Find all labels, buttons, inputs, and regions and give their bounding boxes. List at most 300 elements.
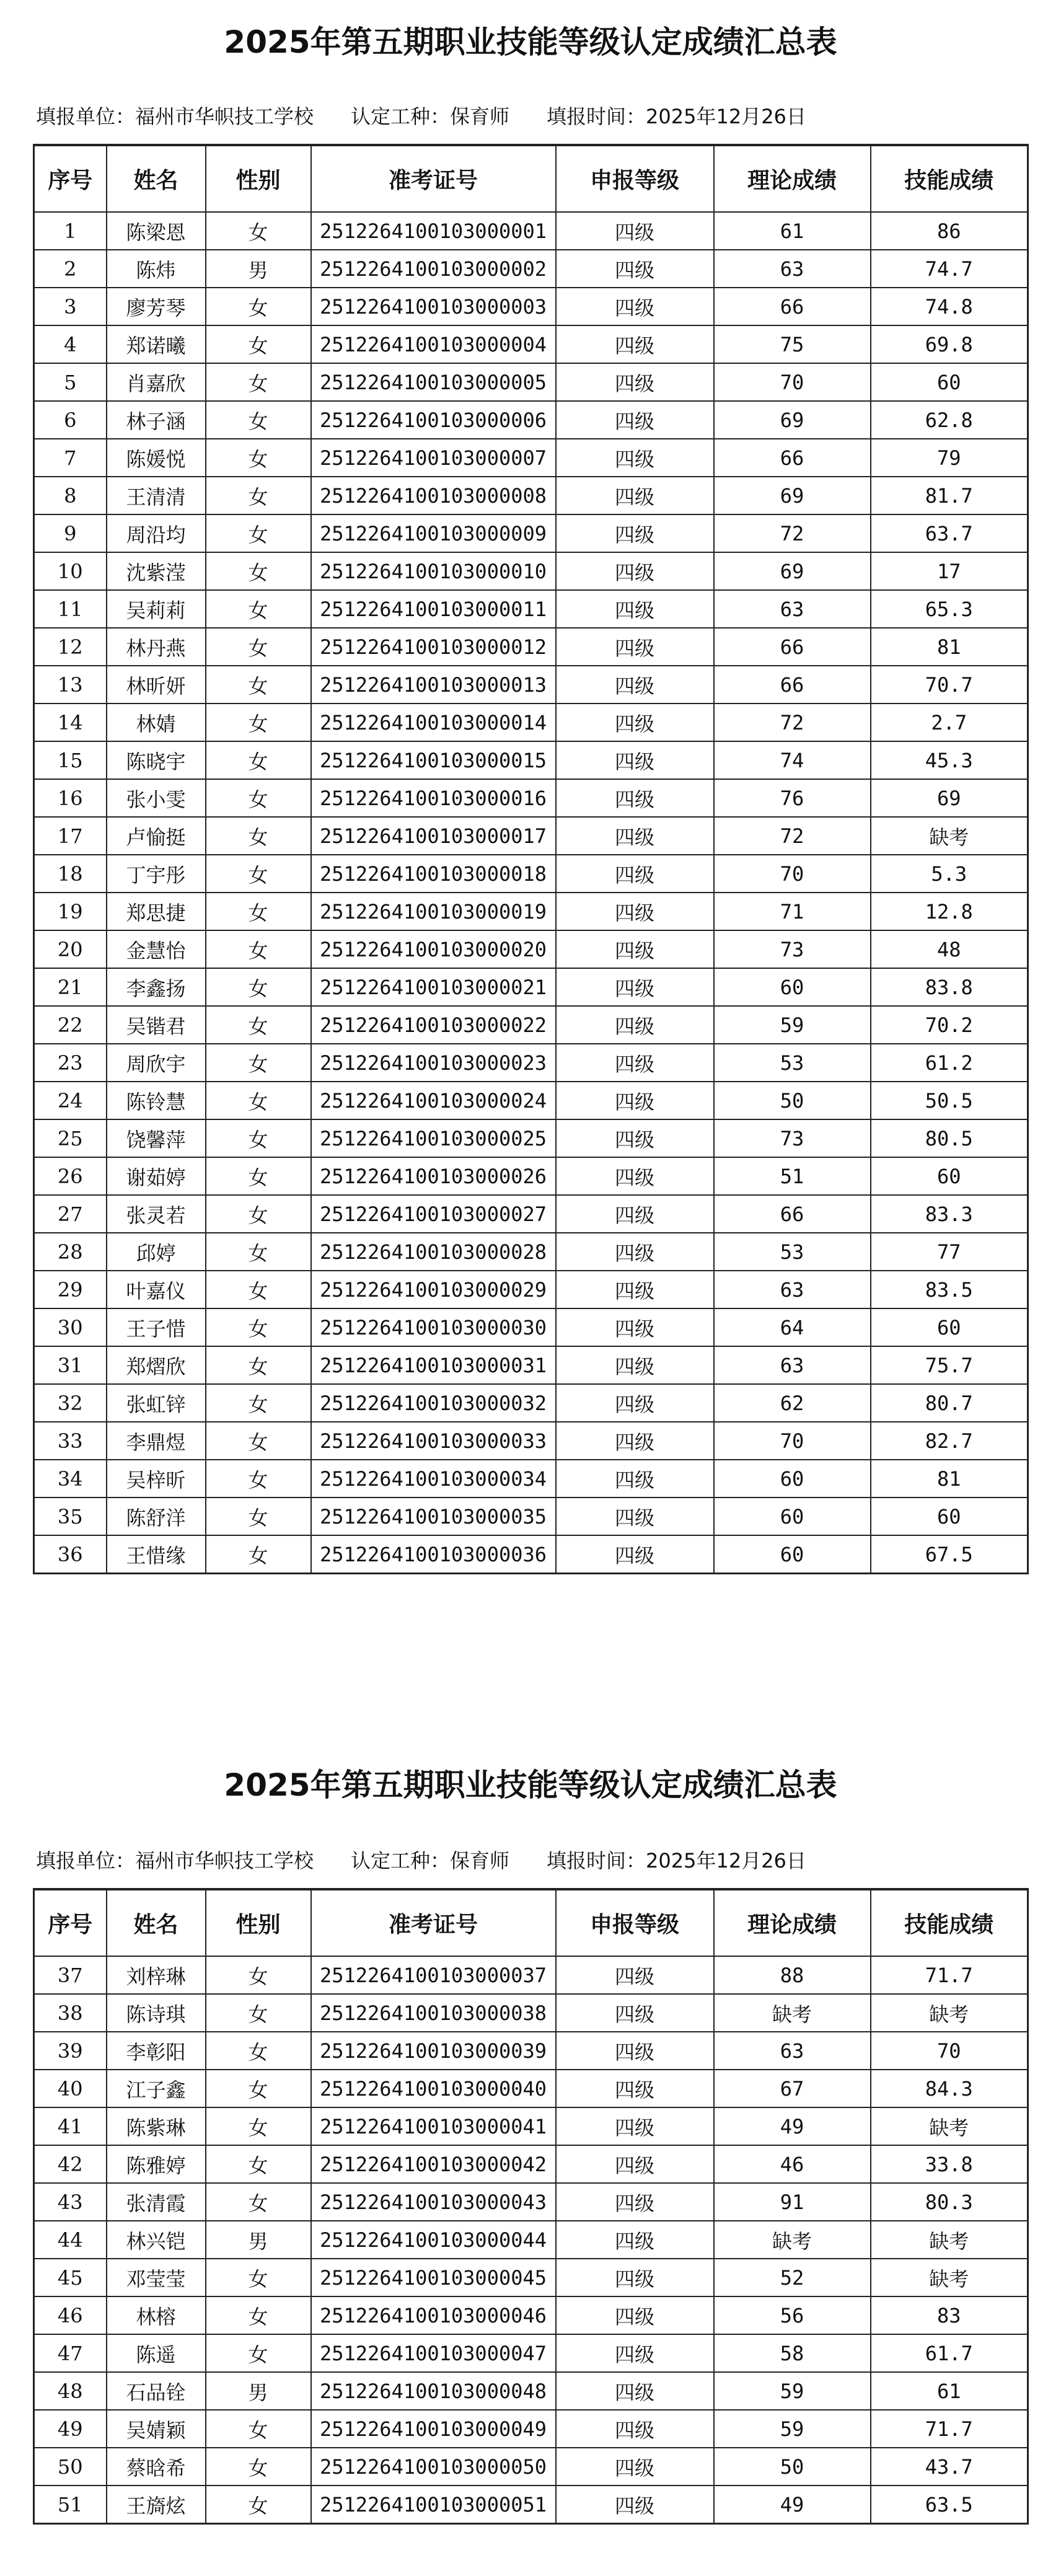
name-cell: 廖芳琴 [107,288,206,325]
seq-cell: 48 [34,2372,107,2410]
table-row [34,514,1028,552]
exam-id-cell: 2512264100103000022 [311,1006,556,1044]
gender-cell: 女 [206,2107,311,2145]
gender-cell: 女 [206,930,311,968]
seq-cell: 46 [34,2296,107,2334]
gender-cell: 女 [206,1233,311,1271]
seq-cell: 45 [34,2259,107,2296]
theory-score-cell: 69 [714,552,871,590]
gender-cell: 女 [206,817,311,855]
theory-score-cell: 60 [714,1498,871,1535]
theory-score-cell: 73 [714,930,871,968]
table-row [34,1233,1028,1271]
theory-score-cell: 60 [714,1535,871,1574]
name-cell: 饶馨萍 [107,1119,206,1157]
seq-cell: 21 [34,968,107,1006]
exam-id-cell: 2512264100103000004 [311,325,556,363]
exam-id-cell: 2512264100103000033 [311,1422,556,1460]
seq-cell: 29 [34,1271,107,1308]
level-cell: 四级 [556,1994,714,2032]
exam-id-cell: 2512264100103000016 [311,779,556,817]
skill-score-cell: 33.8 [871,2145,1028,2183]
gender-cell: 女 [206,1384,311,1422]
table-row [34,1271,1028,1308]
header-level: 申报等级 [556,1889,714,1956]
gender-cell: 女 [206,855,311,893]
table-row [34,2486,1028,2524]
theory-score-cell: 49 [714,2107,871,2145]
gender-cell: 女 [206,2145,311,2183]
name-cell: 陈诗琪 [107,1994,206,2032]
exam-id-cell: 2512264100103000012 [311,628,556,666]
table-row [34,288,1028,325]
table-row [34,212,1028,250]
skill-score-cell: 61 [871,2372,1028,2410]
sheet-title: 2025年第五期职业技能等级认定成绩汇总表 [224,1767,837,1803]
skill-score-cell: 60 [871,1498,1028,1535]
level-cell: 四级 [556,1006,714,1044]
exam-id-cell: 2512264100103000034 [311,1460,556,1498]
exam-id-cell: 2512264100103000026 [311,1157,556,1195]
theory-score-cell: 63 [714,250,871,288]
exam-id-cell: 2512264100103000029 [311,1271,556,1308]
gender-cell: 女 [206,968,311,1006]
seq-cell: 14 [34,704,107,741]
skill-score-cell: 缺考 [871,817,1028,855]
table-row [34,968,1028,1006]
table-row [34,1308,1028,1346]
skill-score-cell: 缺考 [871,2107,1028,2145]
gender-cell: 女 [206,514,311,552]
exam-id-cell: 2512264100103000018 [311,855,556,893]
gender-cell: 女 [206,741,311,779]
level-cell: 四级 [556,439,714,477]
sheet-meta [36,104,843,129]
seq-cell: 3 [34,288,107,325]
exam-id-cell: 2512264100103000027 [311,1195,556,1233]
name-cell: 李彰阳 [107,2032,206,2070]
skill-score-cell: 61.2 [871,1044,1028,1082]
exam-id-cell: 2512264100103000015 [311,741,556,779]
exam-id-cell: 2512264100103000024 [311,1082,556,1119]
gender-cell: 女 [206,1498,311,1535]
skill-score-cell: 缺考 [871,1994,1028,2032]
name-cell: 张虹锌 [107,1384,206,1422]
theory-score-cell: 61 [714,212,871,250]
level-cell: 四级 [556,930,714,968]
skill-score-cell: 81.7 [871,477,1028,514]
name-cell: 陈晓宇 [107,741,206,779]
seq-cell: 5 [34,363,107,401]
seq-cell: 24 [34,1082,107,1119]
gender-cell: 女 [206,666,311,704]
skill-score-cell: 60 [871,363,1028,401]
exam-id-cell: 2512264100103000028 [311,1233,556,1271]
level-cell: 四级 [556,1535,714,1574]
seq-cell: 34 [34,1460,107,1498]
level-cell: 四级 [556,514,714,552]
skill-score-cell: 12.8 [871,893,1028,930]
skill-score-cell: 50.5 [871,1082,1028,1119]
theory-score-cell: 67 [714,2070,871,2107]
seq-cell: 12 [34,628,107,666]
gender-cell: 女 [206,2259,311,2296]
skill-score-cell: 83.5 [871,1271,1028,1308]
name-cell: 蔡晗希 [107,2448,206,2486]
skill-score-cell: 60 [871,1157,1028,1195]
theory-score-cell: 缺考 [714,1994,871,2032]
level-cell: 四级 [556,325,714,363]
theory-score-cell: 53 [714,1233,871,1271]
table-row [34,1460,1028,1498]
name-cell: 谢茹婷 [107,1157,206,1195]
seq-cell: 19 [34,893,107,930]
theory-score-cell: 60 [714,968,871,1006]
level-cell: 四级 [556,552,714,590]
level-cell: 四级 [556,1346,714,1384]
header-theory-score: 理论成绩 [714,1889,871,1956]
name-cell: 陈雅婷 [107,2145,206,2183]
skill-score-cell: 69.8 [871,325,1028,363]
gender-cell: 女 [206,1346,311,1384]
level-cell: 四级 [556,968,714,1006]
name-cell: 林兴铠 [107,2221,206,2259]
name-cell: 陈铃慧 [107,1082,206,1119]
exam-id-cell: 2512264100103000035 [311,1498,556,1535]
name-cell: 卢愉挺 [107,817,206,855]
seq-cell: 25 [34,1119,107,1157]
level-cell: 四级 [556,1044,714,1082]
level-cell: 四级 [556,1233,714,1271]
header-seq: 序号 [34,1889,107,1956]
seq-cell: 51 [34,2486,107,2524]
level-cell: 四级 [556,893,714,930]
gender-cell: 男 [206,2221,311,2259]
skill-score-cell: 74.8 [871,288,1028,325]
header-name: 姓名 [107,145,206,212]
gender-cell: 女 [206,2448,311,2486]
exam-id-cell: 2512264100103000050 [311,2448,556,2486]
gender-cell: 女 [206,1956,311,1994]
theory-score-cell: 69 [714,401,871,439]
name-cell: 张清霞 [107,2183,206,2221]
theory-score-cell: 71 [714,893,871,930]
date-label: 填报时间：2025年12月26日 [547,1849,806,1872]
theory-score-cell: 60 [714,1460,871,1498]
seq-cell: 15 [34,741,107,779]
exam-id-cell: 2512264100103000017 [311,817,556,855]
seq-cell: 49 [34,2410,107,2448]
gender-cell: 女 [206,212,311,250]
name-cell: 金慧怡 [107,930,206,968]
name-cell: 陈舒洋 [107,1498,206,1535]
exam-id-cell: 2512264100103000010 [311,552,556,590]
level-cell: 四级 [556,741,714,779]
name-cell: 吴梓昕 [107,1460,206,1498]
table-row [34,2448,1028,2486]
theory-score-cell: 70 [714,363,871,401]
name-cell: 吴婧颖 [107,2410,206,2448]
level-cell: 四级 [556,2107,714,2145]
seq-cell: 31 [34,1346,107,1384]
seq-cell: 4 [34,325,107,363]
exam-id-cell: 2512264100103000008 [311,477,556,514]
theory-score-cell: 66 [714,628,871,666]
gender-cell: 女 [206,1195,311,1233]
theory-score-cell: 58 [714,2334,871,2372]
gender-cell: 女 [206,1422,311,1460]
table-row [34,2032,1028,2070]
theory-score-cell: 64 [714,1308,871,1346]
table-row [34,2259,1028,2296]
table-row [34,628,1028,666]
seq-cell: 32 [34,1384,107,1422]
table-row [34,817,1028,855]
skill-score-cell: 65.3 [871,590,1028,628]
name-cell: 林丹燕 [107,628,206,666]
table-row [34,1195,1028,1233]
seq-cell: 44 [34,2221,107,2259]
exam-id-cell: 2512264100103000038 [311,1994,556,2032]
table-row [34,439,1028,477]
trade-label: 认定工种：保育师 [351,105,510,128]
seq-cell: 11 [34,590,107,628]
exam-id-cell: 2512264100103000031 [311,1346,556,1384]
exam-id-cell: 2512264100103000049 [311,2410,556,2448]
theory-score-cell: 88 [714,1956,871,1994]
theory-score-cell: 63 [714,1271,871,1308]
name-cell: 石品铨 [107,2372,206,2410]
exam-id-cell: 2512264100103000051 [311,2486,556,2524]
skill-score-cell: 81 [871,1460,1028,1498]
gender-cell: 女 [206,1044,311,1082]
name-cell: 林婧 [107,704,206,741]
skill-score-cell: 83 [871,2296,1028,2334]
exam-id-cell: 2512264100103000011 [311,590,556,628]
gender-cell: 女 [206,1994,311,2032]
seq-cell: 50 [34,2448,107,2486]
header-name: 姓名 [107,1889,206,1956]
table-header-row [34,1889,1028,1956]
gender-cell: 女 [206,2183,311,2221]
level-cell: 四级 [556,250,714,288]
skill-score-cell: 70.2 [871,1006,1028,1044]
name-cell: 吴锴君 [107,1006,206,1044]
exam-id-cell: 2512264100103000019 [311,893,556,930]
seq-cell: 6 [34,401,107,439]
exam-id-cell: 2512264100103000036 [311,1535,556,1574]
name-cell: 丁宇彤 [107,855,206,893]
header-skill-score: 技能成绩 [871,145,1028,212]
skill-score-cell: 81 [871,628,1028,666]
name-cell: 林子涵 [107,401,206,439]
exam-id-cell: 2512264100103000023 [311,1044,556,1082]
level-cell: 四级 [556,2486,714,2524]
skill-score-cell: 77 [871,1233,1028,1271]
skill-score-cell: 70.7 [871,666,1028,704]
level-cell: 四级 [556,590,714,628]
skill-score-cell: 70 [871,2032,1028,2070]
seq-cell: 26 [34,1157,107,1195]
name-cell: 肖嘉欣 [107,363,206,401]
skill-score-cell: 69 [871,779,1028,817]
theory-score-cell: 59 [714,2372,871,2410]
seq-cell: 2 [34,250,107,288]
seq-cell: 27 [34,1195,107,1233]
exam-id-cell: 2512264100103000041 [311,2107,556,2145]
theory-score-cell: 46 [714,2145,871,2183]
exam-id-cell: 2512264100103000014 [311,704,556,741]
theory-score-cell: 69 [714,477,871,514]
table-row [34,401,1028,439]
exam-id-cell: 2512264100103000043 [311,2183,556,2221]
table-row [34,741,1028,779]
seq-cell: 8 [34,477,107,514]
theory-score-cell: 63 [714,1346,871,1384]
level-cell: 四级 [556,1157,714,1195]
gender-cell: 女 [206,325,311,363]
level-cell: 四级 [556,1384,714,1422]
skill-score-cell: 缺考 [871,2221,1028,2259]
theory-score-cell: 51 [714,1157,871,1195]
theory-score-cell: 63 [714,590,871,628]
level-cell: 四级 [556,704,714,741]
table-row [34,363,1028,401]
exam-id-cell: 2512264100103000037 [311,1956,556,1994]
skill-score-cell: 缺考 [871,2259,1028,2296]
gender-cell: 女 [206,1119,311,1157]
sheet-title: 2025年第五期职业技能等级认定成绩汇总表 [224,24,837,60]
skill-score-cell: 60 [871,1308,1028,1346]
seq-cell: 7 [34,439,107,477]
table-row [34,1082,1028,1119]
table-row [34,1384,1028,1422]
level-cell: 四级 [556,1308,714,1346]
table-row [34,893,1028,930]
seq-cell: 30 [34,1308,107,1346]
gender-cell: 女 [206,1271,311,1308]
header-exam-id: 准考证号 [311,145,556,212]
name-cell: 周沿均 [107,514,206,552]
name-cell: 刘梓琳 [107,1956,206,1994]
table-row [34,1119,1028,1157]
level-cell: 四级 [556,2032,714,2070]
seq-cell: 28 [34,1233,107,1271]
skill-score-cell: 79 [871,439,1028,477]
seq-cell: 10 [34,552,107,590]
table-row [34,1422,1028,1460]
table-row [34,2107,1028,2145]
unit-label: 填报单位：福州市华帜技工学校 [36,1849,314,1872]
level-cell: 四级 [556,2221,714,2259]
theory-score-cell: 49 [714,2486,871,2524]
theory-score-cell: 63 [714,2032,871,2070]
level-cell: 四级 [556,1271,714,1308]
gender-cell: 女 [206,2486,311,2524]
level-cell: 四级 [556,2334,714,2372]
seq-cell: 39 [34,2032,107,2070]
skill-score-cell: 48 [871,930,1028,968]
theory-score-cell: 74 [714,741,871,779]
seq-cell: 33 [34,1422,107,1460]
skill-score-cell: 61.7 [871,2334,1028,2372]
sheet-meta [36,1848,843,1873]
gender-cell: 女 [206,2032,311,2070]
table-row [34,1346,1028,1384]
skill-score-cell: 43.7 [871,2448,1028,2486]
level-cell: 四级 [556,1498,714,1535]
name-cell: 周欣宇 [107,1044,206,1082]
name-cell: 沈紫滢 [107,552,206,590]
gender-cell: 女 [206,1006,311,1044]
exam-id-cell: 2512264100103000025 [311,1119,556,1157]
theory-score-cell: 50 [714,1082,871,1119]
seq-cell: 43 [34,2183,107,2221]
seq-cell: 22 [34,1006,107,1044]
skill-score-cell: 82.7 [871,1422,1028,1460]
exam-id-cell: 2512264100103000001 [311,212,556,250]
exam-id-cell: 2512264100103000040 [311,2070,556,2107]
gender-cell: 女 [206,893,311,930]
name-cell: 王清清 [107,477,206,514]
gender-cell: 女 [206,288,311,325]
name-cell: 郑思捷 [107,893,206,930]
table-row [34,855,1028,893]
skill-score-cell: 17 [871,552,1028,590]
theory-score-cell: 72 [714,817,871,855]
name-cell: 李鼎煜 [107,1422,206,1460]
header-gender: 性别 [206,145,311,212]
seq-cell: 17 [34,817,107,855]
exam-id-cell: 2512264100103000013 [311,666,556,704]
gender-cell: 女 [206,1460,311,1498]
name-cell: 郑诺曦 [107,325,206,363]
skill-score-cell: 75.7 [871,1346,1028,1384]
level-cell: 四级 [556,212,714,250]
name-cell: 叶嘉仪 [107,1271,206,1308]
table-row [34,2334,1028,2372]
level-cell: 四级 [556,1460,714,1498]
name-cell: 郑熠欣 [107,1346,206,1384]
table-row [34,2221,1028,2259]
gender-cell: 女 [206,2296,311,2334]
seq-cell: 9 [34,514,107,552]
date-label: 填报时间：2025年12月26日 [547,105,806,128]
gender-cell: 女 [206,477,311,514]
skill-score-cell: 67.5 [871,1535,1028,1574]
exam-id-cell: 2512264100103000003 [311,288,556,325]
gender-cell: 女 [206,2334,311,2372]
table-row [34,477,1028,514]
table-row [34,250,1028,288]
gender-cell: 女 [206,439,311,477]
exam-id-cell: 2512264100103000009 [311,514,556,552]
theory-score-cell: 52 [714,2259,871,2296]
name-cell: 张灵若 [107,1195,206,1233]
gender-cell: 女 [206,1157,311,1195]
table-row [34,1956,1028,1994]
exam-id-cell: 2512264100103000042 [311,2145,556,2183]
level-cell: 四级 [556,401,714,439]
table-row [34,2145,1028,2183]
skill-score-cell: 86 [871,212,1028,250]
exam-id-cell: 2512264100103000044 [311,2221,556,2259]
skill-score-cell: 71.7 [871,1956,1028,1994]
seq-cell: 13 [34,666,107,704]
exam-id-cell: 2512264100103000030 [311,1308,556,1346]
seq-cell: 42 [34,2145,107,2183]
skill-score-cell: 2.7 [871,704,1028,741]
